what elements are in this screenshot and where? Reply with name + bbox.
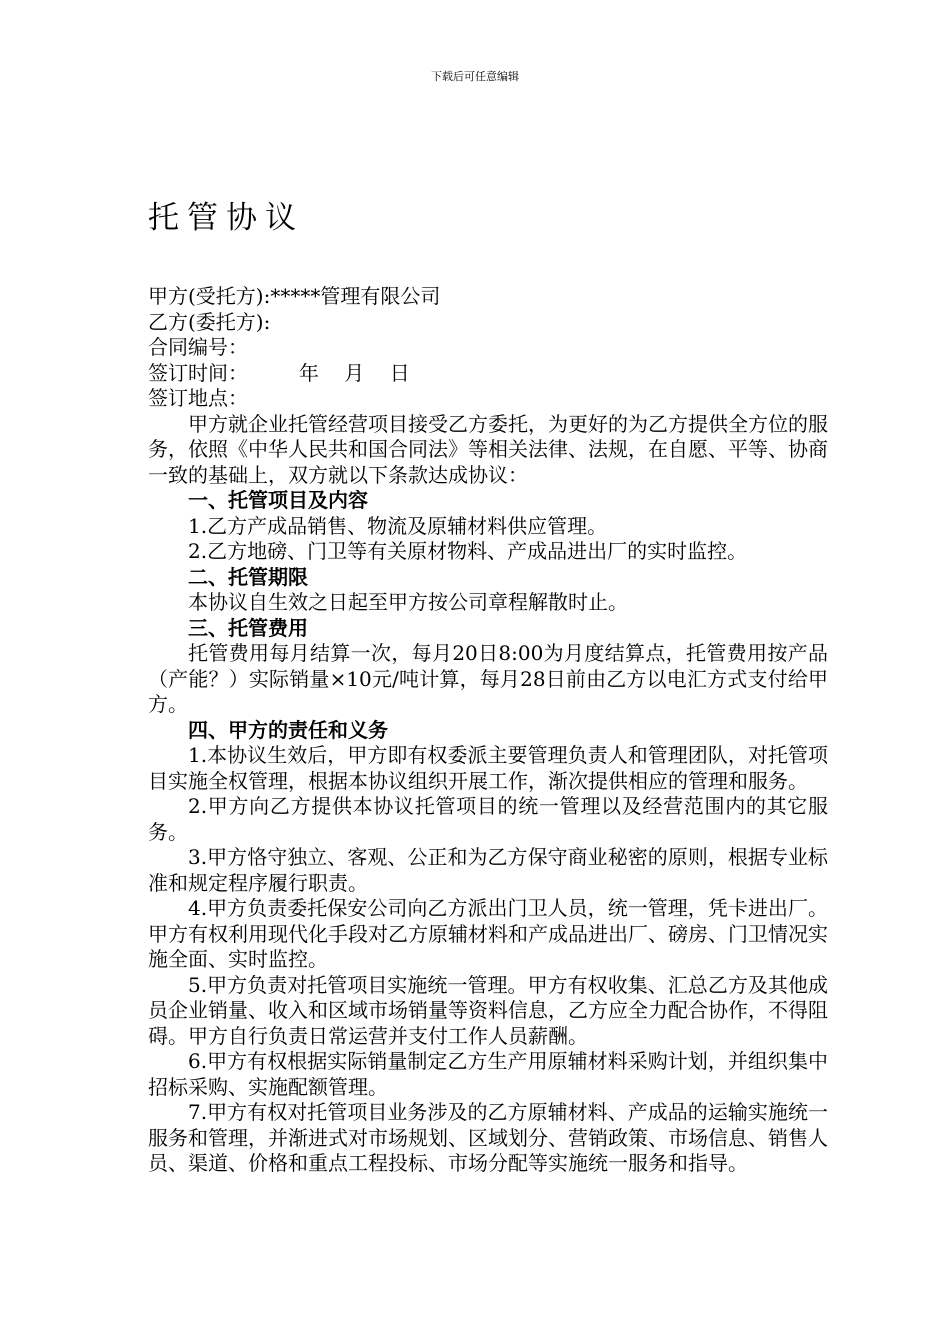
section-item: 1.本协议生效后，甲方即有权委派主要管理负责人和管理团队，对托管项目实施全权管理，根据本协议组织开展工作，渐次提供相应的管理和服务。 [148,743,828,793]
document-body [148,284,828,1177]
section-item: 4.甲方负责委托保安公司向乙方派出门卫人员，统一管理，凭卡进出厂。甲方有权利用现代化手段对乙方原辅材料和产成品进出厂、磅房、门卫情况实施全面、实时监控。 [148,896,828,971]
section-item: 2.甲方向乙方提供本协议托管项目的统一管理以及经营范围内的其它服务。 [148,794,828,844]
section-item: 3.甲方恪守独立、客观、公正和为乙方保守商业秘密的原则，根据专业标准和规定程序履行职责。 [148,845,828,895]
section-heading: 三、托管费用 [188,615,308,640]
section-item: 6.甲方有权根据实际销量制定乙方生产用原辅材料采购计划，并组织集中招标采购、实施配额管理。 [148,1049,828,1099]
section-item: 2.乙方地磅、门卫等有关原材物料、产成品进出厂的实时监控。 [188,539,748,563]
contract-number-line: 合同编号： [148,335,248,359]
intro-paragraph: 甲方就企业托管经营项目接受乙方委托，为更好的为乙方提供全方位的服务，依照《中华人民共和国合同法》等相关法律、法规，在自愿、平等、协商一致的基础上，双方就以下条款达成协议： [148,411,828,487]
section-heading: 二、托管期限 [188,564,308,589]
party-a-line: 甲方(受托方):*****管理有限公司 [148,284,441,308]
section-item: 托管费用每月结算一次，每月20日8:00为月度结算点，托管费用按产品（产能？）实际销量×10元/吨计算，每月28日前由乙方以电汇方式支付给甲方。 [148,641,828,716]
section-item: 1.乙方产成品销售、物流及原辅材料供应管理。 [188,513,608,538]
section-heading: 一、托管项目及内容 [188,488,368,512]
party-b-line: 乙方(委托方): [148,309,271,334]
sign-place-line: 签订地点： [148,386,248,410]
section-item: 5.甲方负责对托管项目实施统一管理。甲方有权收集、汇总乙方及其他成员企业销量、收入和区域市场销量等资料信息，乙方应全力配合协作，不得阻碍。甲方自行负责日常运营并支付工作人员薪酬。 [148,972,828,1048]
page-header-note: 下载后可任意编辑 [431,70,519,83]
section-item: 本协议自生效之日起至甲方按公司章程解散时止。 [188,590,628,614]
section-heading: 四、甲方的责任和义务 [188,717,388,742]
section-item: 7.甲方有权对托管项目业务涉及的乙方原辅材料、产成品的运输实施统一服务和管理，并渐进式对市场规划、区域划分、营销政策、市场信息、销售人员、渠道、价格和重点工程投标、市场分配等实施统一服务和指导。 [148,1100,828,1175]
sign-date-line: 签订时间： 年 月 日 [148,360,410,385]
document-title: 托管协议 [148,200,304,236]
